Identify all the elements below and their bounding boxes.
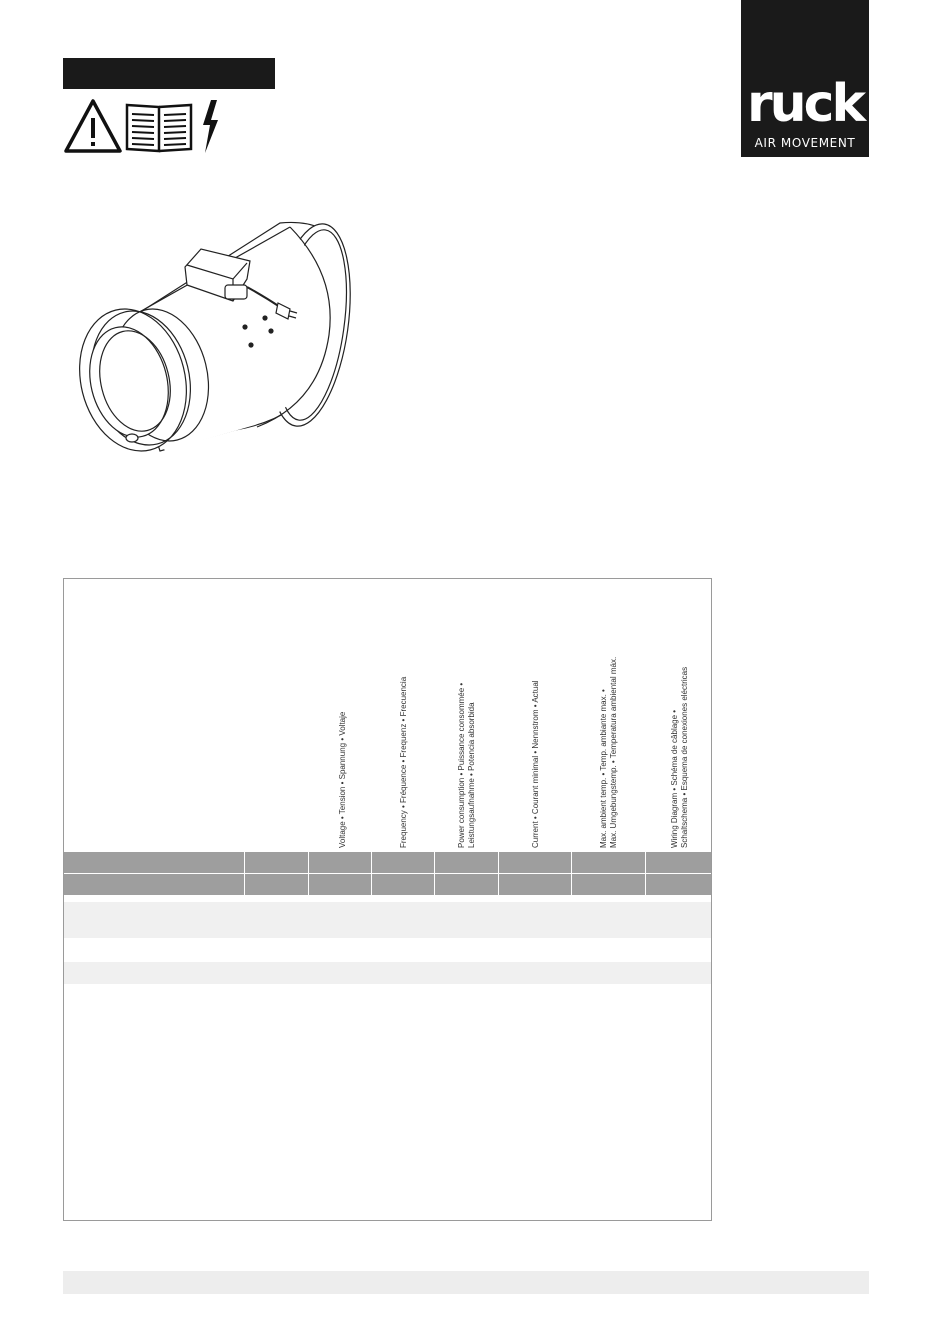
product-illustration — [75, 215, 365, 455]
footer-bar — [63, 1271, 869, 1294]
warning-triangle-icon — [66, 101, 120, 151]
safety-icons — [63, 98, 223, 156]
header-wiring-diagram: Wiring Diagram • Schéma de câblage • Schaltschema • Esquema de conexiones eléctricas — [670, 666, 689, 848]
manual-book-icon — [127, 105, 191, 151]
table-row — [64, 902, 711, 938]
brand-tagline: AIR MOVEMENT — [754, 136, 856, 150]
header-max-ambient-temp: Max. ambient temp. • Temp. ambiante max. • Max. Umgebungstemp. • Temperatura ambiental máx. — [599, 656, 618, 848]
table-header-row-2 — [64, 874, 711, 895]
header-voltage: Voltage • Tension • Spannung • Voltaje — [338, 711, 347, 848]
title-bar — [63, 58, 275, 89]
header-current: Current • Courant minimal • Nennstrom • Actual — [531, 680, 540, 848]
lightning-bolt-icon — [203, 100, 218, 153]
brand-name: ruck — [746, 74, 864, 134]
header-frequency: Frequency • Fréquence • Frequenz • Frecuencia — [399, 676, 408, 848]
table-header-row-1 — [64, 852, 711, 873]
header-power-consumption: Power consumption • Puissance consommée • Leistungsaufnahme • Potencia absorbida — [457, 682, 476, 848]
brand-logo — [741, 0, 869, 157]
table-row — [64, 962, 711, 984]
